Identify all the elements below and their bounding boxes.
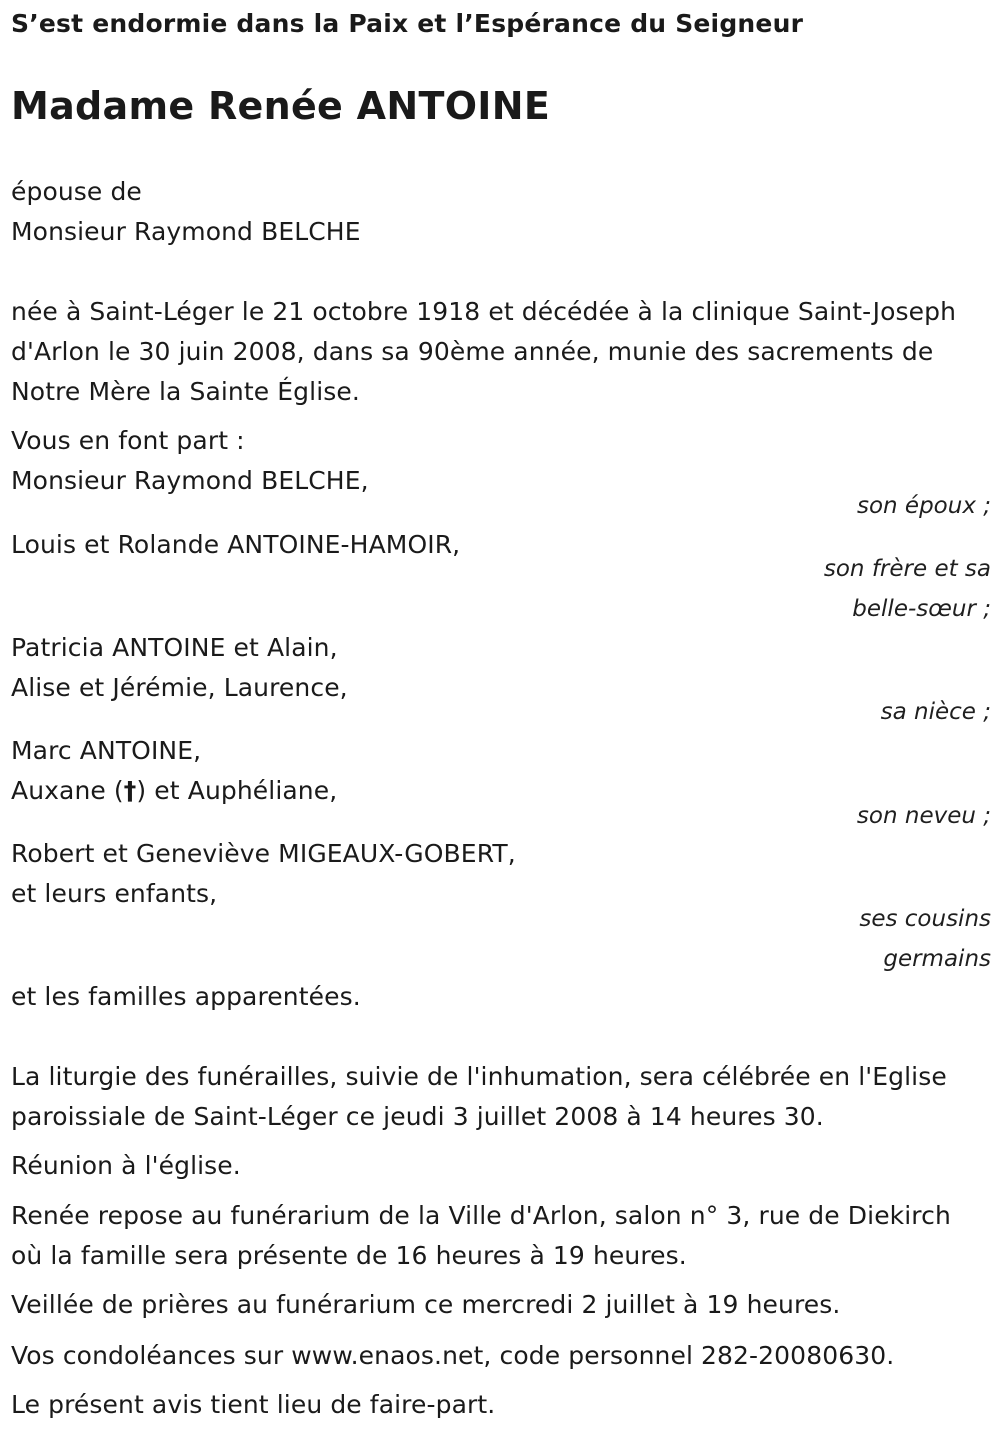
biography-line: née à Saint-Léger le 21 octobre 1918 et décédée à la clinique Saint-Joseph bbox=[11, 297, 957, 326]
deceased-name: Madame Renée ANTOINE bbox=[11, 84, 551, 128]
relation-label: germains bbox=[883, 946, 991, 972]
liturgy-line: La liturgie des funérailles, suivie de l'inhumation, sera célébrée en l'Eglise bbox=[11, 1062, 947, 1091]
biography-line: Notre Mère la Sainte Église. bbox=[11, 377, 360, 406]
relation-label: sa nièce ; bbox=[880, 699, 991, 725]
relative-name: Alise et Jérémie, Laurence, bbox=[11, 673, 348, 702]
relative-name: Robert et Geneviève MIGEAUX-GOBERT, bbox=[11, 839, 516, 868]
relative-name bbox=[11, 776, 337, 806]
meeting-line: Réunion à l'église. bbox=[11, 1151, 241, 1180]
announcement-intro: Vous en font part : bbox=[11, 426, 245, 455]
obituary-notice bbox=[11, 0, 991, 1441]
repose-line: Renée repose au funérarium de la Ville d'Arlon, salon n° 3, rue de Diekirch bbox=[11, 1201, 951, 1230]
notice-line: Le présent avis tient lieu de faire-part. bbox=[11, 1390, 496, 1419]
relation-label: son neveu ; bbox=[856, 803, 991, 829]
repose-line: où la famille sera présente de 16 heures à 19 heures. bbox=[11, 1241, 687, 1270]
condolences-line: Vos condoléances sur www.enaos.net, code personnel 282-20080630. bbox=[11, 1341, 895, 1370]
relation-label: ses cousins bbox=[859, 906, 991, 932]
relative-name: Marc ANTOINE, bbox=[11, 736, 202, 765]
relation-label: son époux ; bbox=[856, 493, 991, 519]
relative-name: Louis et Rolande ANTOINE-HAMOIR, bbox=[11, 530, 461, 559]
spouse-name: Monsieur Raymond BELCHE bbox=[11, 217, 361, 246]
relation-label: son frère et sa bbox=[823, 556, 991, 582]
relative-name: Monsieur Raymond BELCHE, bbox=[11, 466, 369, 495]
cross-icon: † bbox=[123, 776, 137, 805]
opening-line: S’est endormie dans la Paix et l’Espérance du Seigneur bbox=[11, 9, 804, 38]
biography-line: d'Arlon le 30 juin 2008, dans sa 90ème année, munie des sacrements de bbox=[11, 337, 934, 366]
liturgy-line: paroissiale de Saint-Léger ce jeudi 3 juillet 2008 à 14 heures 30. bbox=[11, 1102, 824, 1131]
relative-name: et leurs enfants, bbox=[11, 879, 218, 908]
vigil-line: Veillée de prières au funérarium ce mercredi 2 juillet à 19 heures. bbox=[11, 1290, 841, 1319]
relative-name-part: Auxane ( bbox=[11, 776, 124, 805]
relative-name: et les familles apparentées. bbox=[11, 982, 361, 1011]
relation-label: belle-sœur ; bbox=[852, 596, 991, 622]
relative-name-part: ) et Auphéliane, bbox=[136, 776, 338, 805]
spouse-label: épouse de bbox=[11, 177, 142, 206]
relative-name: Patricia ANTOINE et Alain, bbox=[11, 633, 338, 662]
